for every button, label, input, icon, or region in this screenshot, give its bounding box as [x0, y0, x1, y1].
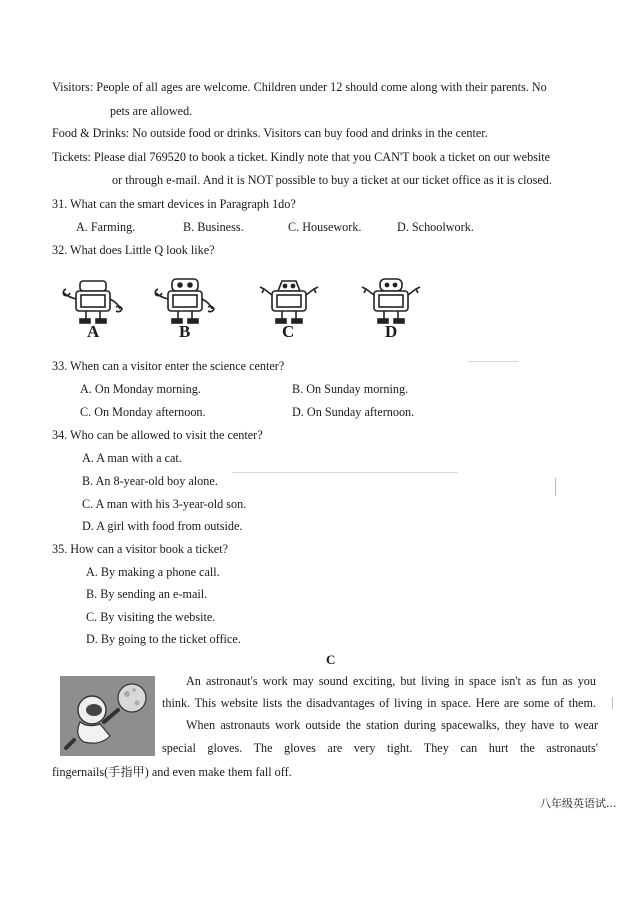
q34-option-b: B. An 8-year-old boy alone.	[82, 474, 218, 488]
q34-option-a: A. A man with a cat.	[82, 451, 182, 465]
astronaut-illustration	[60, 676, 155, 756]
question-33-stem: 33. When can a visitor enter the science center?	[52, 359, 285, 373]
section-c-para1-line2: think. This website lists the disadvantages of living in space. Here are some of them.	[162, 696, 596, 710]
q31-option-a: A. Farming.	[76, 220, 136, 234]
robot-label-b: B	[179, 322, 191, 341]
q35-option-b: B. By sending an e-mail.	[86, 587, 208, 601]
question-35-stem: 35. How can a visitor book a ticket?	[52, 542, 228, 556]
q33-option-d: D. On Sunday afternoon.	[292, 405, 415, 419]
scan-artifact	[468, 361, 518, 362]
q35-option-a: A. By making a phone call.	[86, 565, 220, 579]
section-c-para1-line1: An astronaut's work may sound exciting, but living in space isn't as fun as you	[186, 674, 596, 688]
q31-option-d: D. Schoolwork.	[397, 220, 474, 234]
page-footer: 八年级英语试...	[540, 797, 617, 810]
q31-option-c: C. Housework.	[288, 220, 362, 234]
section-c-para2-line2: special gloves. The gloves are very tight. They can hurt the astronauts'	[162, 741, 598, 755]
tickets-rule-line1: Tickets: Please dial 769520 to book a ticket. Kindly note that you CAN'T book a ticket on our website	[52, 150, 551, 164]
scan-artifact	[612, 697, 613, 709]
robot-label-a: A	[87, 322, 100, 341]
food-drinks-rule: Food & Drinks: No outside food or drinks. Visitors can buy food and drinks in the center.	[52, 126, 488, 140]
q34-option-d: D. A girl with food from outside.	[82, 519, 243, 533]
visitors-rule-line1: Visitors: People of all ages are welcome. Children under 12 should come along with their parents. No	[52, 80, 547, 94]
q33-option-a: A. On Monday morning.	[80, 382, 201, 396]
q35-option-c: C. By visiting the website.	[86, 610, 216, 624]
scan-artifact	[232, 472, 458, 473]
q35-option-d: D. By going to the ticket office.	[86, 632, 241, 646]
section-c-para2-line3: fingernails(手指甲) and even make them fall off.	[52, 765, 292, 779]
question-32-stem: 32. What does Little Q look like?	[52, 243, 215, 257]
q33-option-b: B. On Sunday morning.	[292, 382, 409, 396]
tickets-rule-line2: or through e-mail. And it is NOT possible to buy a ticket at our ticket office as it is closed.	[112, 173, 552, 187]
q34-option-c: C. A man with his 3-year-old son.	[82, 497, 247, 511]
question-34-stem: 34. Who can be allowed to visit the center?	[52, 428, 263, 442]
question-31-stem: 31. What can the smart devices in Paragraph 1do?	[52, 197, 296, 211]
visitors-rule-line2: pets are allowed.	[110, 104, 193, 118]
section-c-para2-line1: When astronauts work outside the station during spacewalks, they have to wear	[186, 718, 598, 732]
robot-label-d: D	[385, 322, 398, 341]
q31-option-b: B. Business.	[183, 220, 244, 234]
section-c-heading: C	[326, 652, 336, 667]
scan-artifact	[555, 478, 556, 496]
robot-options-figure	[58, 275, 438, 345]
q33-option-c: C. On Monday afternoon.	[80, 405, 206, 419]
astronaut-with-moon-icon	[60, 676, 155, 756]
robot-label-c: C	[282, 322, 295, 341]
